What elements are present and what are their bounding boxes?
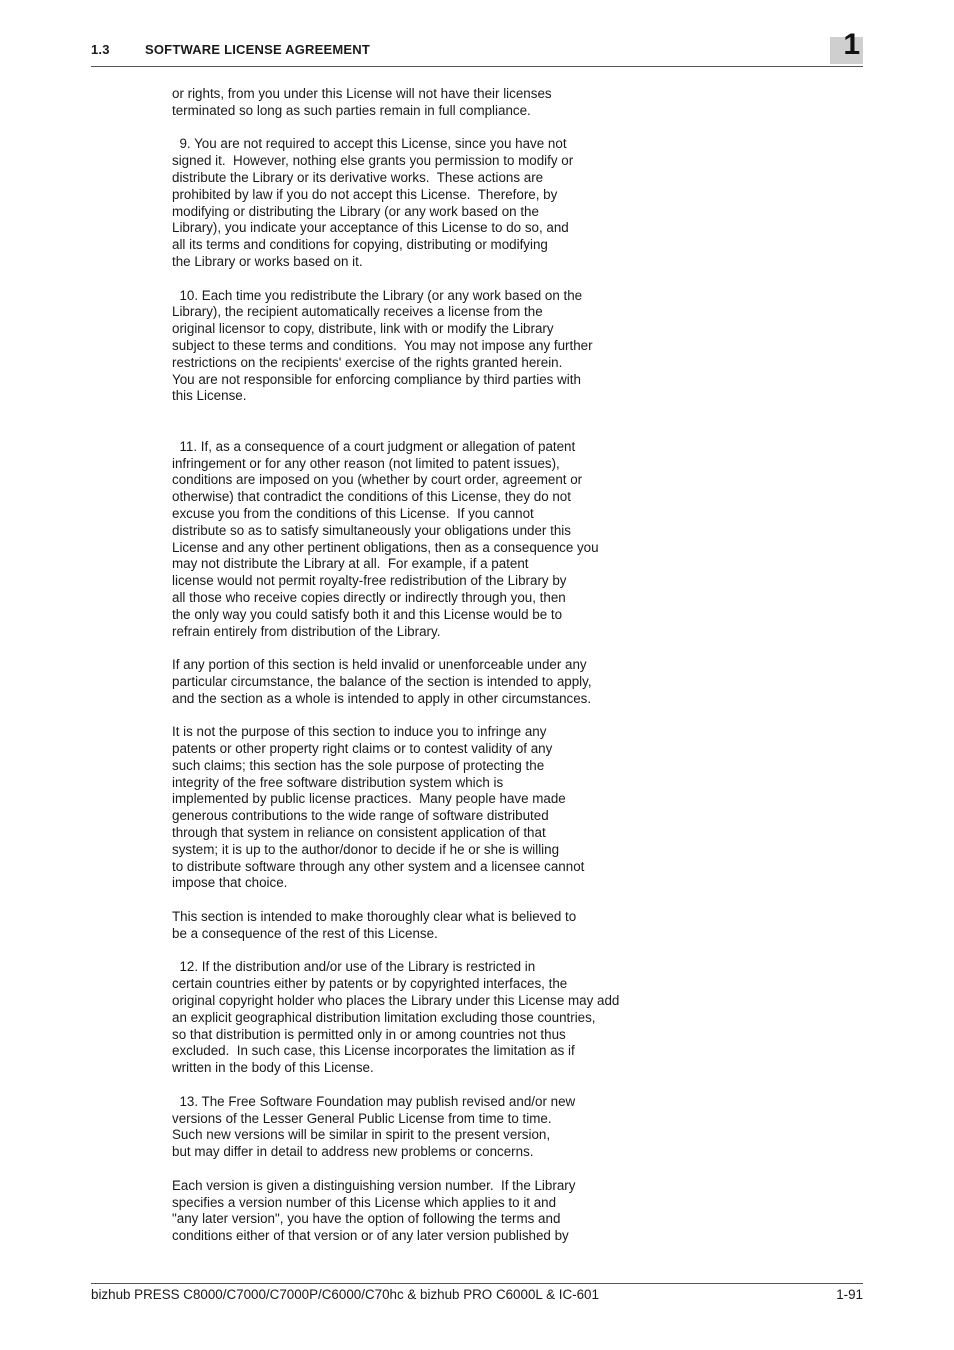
text-line: or rights, from you under this License will not have their licenses	[172, 86, 552, 101]
text-line: 13. The Free Software Foundation may publish revised and/or new	[172, 1093, 576, 1109]
page-number: 1-91	[836, 1287, 863, 1302]
page-footer	[91, 1283, 863, 1302]
text-line: otherwise) that contradict the conditions of this License, they do not	[172, 489, 571, 505]
blank-line	[172, 120, 692, 137]
text-line: 12. If the distribution and/or use of the Library is restricted in	[172, 959, 536, 975]
text-line: License and any other pertinent obligations, then as a consequence you	[172, 539, 599, 555]
text-line: all those who receive copies directly or indirectly through you, then	[172, 589, 566, 605]
text-line: integrity of the free software distribution system which is	[172, 774, 504, 790]
blank-line	[172, 943, 692, 960]
text-line: original licensor to copy, distribute, link with or modify the Library	[172, 321, 554, 337]
text-line: modifying or distributing the Library (or any work based on the	[172, 203, 539, 219]
text-line: Library), the recipient automatically receives a license from the	[172, 304, 543, 320]
text-line: this License.	[172, 388, 247, 404]
blank-line	[172, 1161, 692, 1178]
text-line: This section is intended to make thoroughly clear what is believed to	[172, 909, 577, 925]
text-line: distribute so as to satisfy simultaneously your obligations under this	[172, 522, 571, 538]
text-line: conditions are imposed on you (whether by court order, agreement or	[172, 472, 583, 488]
text-line: original copyright holder who places the Library under this License may add	[172, 993, 620, 1009]
blank-line	[172, 405, 692, 422]
chapter-tab	[830, 28, 863, 64]
text-line: certain countries either by patents or by copyrighted interfaces, the	[172, 976, 568, 992]
blank-line	[172, 422, 692, 439]
text-line: but may differ in detail to address new problems or concerns.	[172, 1144, 534, 1160]
text-line: You are not responsible for enforcing compliance by third parties with	[172, 371, 581, 387]
text-line: infringement or for any other reason (not limited to patent issues),	[172, 455, 560, 471]
text-line: through that system in reliance on consistent application of that	[172, 825, 546, 841]
text-line: prohibited by law if you do not accept this License. Therefore, by	[172, 186, 558, 202]
text-line: If any portion of this section is held invalid or unenforceable under any	[172, 657, 587, 673]
page-header	[91, 28, 863, 67]
text-line: 11. If, as a consequence of a court judgment or allegation of patent	[172, 438, 576, 454]
text-line: excuse you from the conditions of this License. If you cannot	[172, 505, 534, 521]
text-line: license would not permit royalty-free redistribution of the Library by	[172, 573, 567, 589]
text-line: excluded. In such case, this License incorporates the limitation as if	[172, 1043, 575, 1059]
text-line: "any later version", you have the option of following the terms and	[172, 1211, 561, 1227]
text-line: Library), you indicate your acceptance of this License to do so, and	[172, 220, 569, 236]
blank-line	[172, 1077, 692, 1094]
text-line: system; it is up to the author/donor to decide if he or she is willing	[172, 841, 560, 857]
text-line: the Library or works based on it.	[172, 253, 363, 269]
text-line: signed it. However, nothing else grants you permission to modify or	[172, 153, 574, 169]
blank-line	[172, 707, 692, 724]
text-line: refrain entirely from distribution of the Library.	[172, 623, 441, 639]
text-line: all its terms and conditions for copying, distributing or modifying	[172, 237, 548, 253]
text-line: implemented by public license practices. Many people have made	[172, 791, 566, 807]
text-line: an explicit geographical distribution limitation excluding those countries,	[172, 1009, 596, 1025]
text-line: the only way you could satisfy both it and this License would be to	[172, 606, 563, 622]
blank-line	[172, 271, 692, 288]
text-line: restrictions on the recipients' exercise of the rights granted herein.	[172, 354, 563, 370]
text-line: It is not the purpose of this section to induce you to infringe any	[172, 724, 547, 740]
text-line: patents or other property right claims or to contest validity of any	[172, 741, 553, 757]
text-line: 9. You are not required to accept this License, since you have not	[172, 136, 567, 152]
section-title: SOFTWARE LICENSE AGREEMENT	[145, 42, 371, 57]
text-line: Each version is given a distinguishing version number. If the Library	[172, 1177, 576, 1193]
section-number: 1.3	[91, 42, 110, 57]
text-line: conditions either of that version or of any later version published by	[172, 1228, 569, 1244]
chapter-number: 1	[843, 28, 860, 61]
text-line: versions of the Lesser General Public License from time to time.	[172, 1110, 552, 1126]
text-line: impose that choice.	[172, 875, 288, 891]
text-line: Such new versions will be similar in spirit to the present version,	[172, 1127, 551, 1143]
text-line: specifies a version number of this License which applies to it and	[172, 1194, 557, 1210]
text-line: written in the body of this License.	[172, 1060, 374, 1076]
text-line: subject to these terms and conditions. You may not impose any further	[172, 337, 593, 353]
text-line: so that distribution is permitted only in or among countries not thus	[172, 1026, 566, 1042]
text-line: be a consequence of the rest of this License.	[172, 925, 438, 941]
license-text	[172, 86, 692, 1245]
text-line: may not distribute the Library at all. For example, if a patent	[172, 556, 529, 572]
text-line: terminated so long as such parties remain in full compliance.	[172, 102, 531, 118]
blank-line	[172, 892, 692, 909]
text-line: 10. Each time you redistribute the Library (or any work based on the	[172, 287, 583, 303]
text-line: to distribute software through any other system and a licensee cannot	[172, 858, 585, 874]
text-line: such claims; this section has the sole purpose of protecting the	[172, 757, 545, 773]
footer-product-title: bizhub PRESS C8000/C7000/C7000P/C6000/C70hc & bizhub PRO C6000L & IC-601	[91, 1287, 599, 1302]
text-line: generous contributions to the wide range of software distributed	[172, 808, 549, 824]
blank-line	[172, 640, 692, 657]
text-line: particular circumstance, the balance of the section is intended to apply,	[172, 673, 592, 689]
text-line: distribute the Library or its derivative works. These actions are	[172, 169, 544, 185]
text-line: and the section as a whole is intended to apply in other circumstances.	[172, 690, 592, 706]
